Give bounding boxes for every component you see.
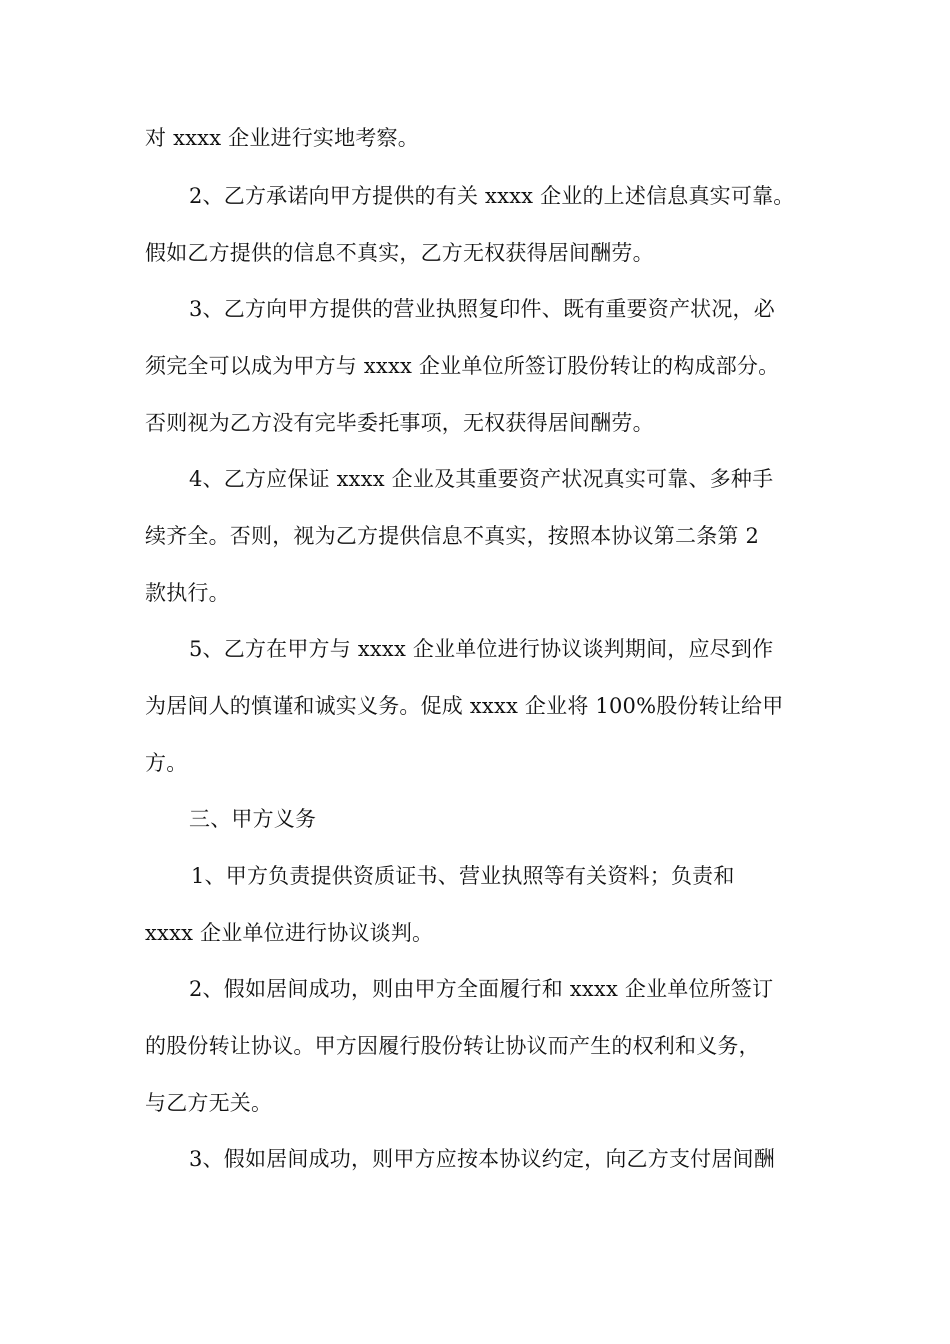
- text-line: 对 xxxx 企业进行实地考察。: [145, 126, 419, 150]
- text-line: 的股份转让协议。甲方因履行股份转让协议而产生的权利和义务，: [145, 1034, 760, 1058]
- text-line: 假如乙方提供的信息不真实，乙方无权获得居间酬劳。: [145, 241, 654, 265]
- text-line: 3、假如居间成功，则甲方应按本协议约定，向乙方支付居间酬: [189, 1147, 775, 1171]
- text-line: 与乙方无关。: [145, 1091, 273, 1115]
- text-line: 为居间人的慎谨和诚实义务。促成 xxxx 企业将 100%股份转让给甲: [145, 694, 784, 718]
- text-line: 1、甲方负责提供资质证书、营业执照等有关资料；负责和: [191, 864, 735, 888]
- text-line: 5、乙方在甲方与 xxxx 企业单位进行协议谈判期间，应尽到作: [189, 637, 774, 661]
- text-line: 4、乙方应保证 xxxx 企业及其重要资产状况真实可靠、多种手: [189, 467, 774, 491]
- text-line: 须完全可以成为甲方与 xxxx 企业单位所签订股份转让的构成部分。: [145, 354, 780, 378]
- text-line: xxxx 企业单位进行协议谈判。: [145, 921, 434, 945]
- section-heading: 三、甲方义务: [189, 807, 317, 831]
- text-line: 否则视为乙方没有完毕委托事项，无权获得居间酬劳。: [145, 411, 654, 435]
- text-line: 2、假如居间成功，则由甲方全面履行和 xxxx 企业单位所签订: [189, 977, 774, 1001]
- text-line: 款执行。: [145, 581, 230, 605]
- text-line: 续齐全。否则，视为乙方提供信息不真实，按照本协议第二条第 2: [145, 524, 760, 548]
- text-line: 2、乙方承诺向甲方提供的有关 xxxx 企业的上述信息真实可靠。: [189, 184, 795, 208]
- text-line: 方。: [145, 751, 188, 775]
- text-line: 3、乙方向甲方提供的营业执照复印件、既有重要资产状况，必: [189, 297, 775, 321]
